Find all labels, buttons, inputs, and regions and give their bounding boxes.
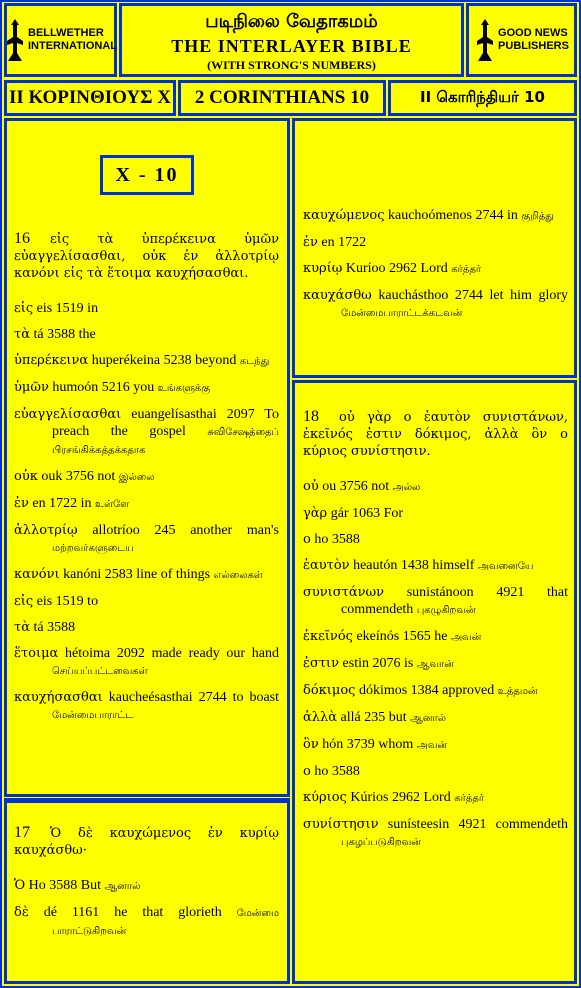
interlinear-entry bbox=[303, 478, 568, 496]
book-english bbox=[178, 80, 386, 116]
interlinear-entry bbox=[303, 628, 568, 646]
entry-english: hétoima 2092 made ready our hand bbox=[65, 646, 279, 661]
verse16-number: 16 bbox=[14, 230, 30, 247]
entry-greek: οὐ bbox=[303, 479, 319, 494]
entry-tamil: அவன் bbox=[416, 740, 448, 751]
title-block bbox=[119, 3, 464, 77]
entry-english: huperékeina 5238 beyond bbox=[91, 353, 237, 368]
entry-greek: ο bbox=[303, 532, 311, 547]
verse17-cont-entries bbox=[303, 207, 568, 322]
interlinear-entry bbox=[303, 763, 568, 780]
interlinear-entry bbox=[303, 816, 568, 851]
interlinear-entry bbox=[303, 655, 568, 673]
book-tamil-label: II கொரிந்தியர் 10 bbox=[420, 88, 545, 106]
entry-english: euangelísasthai 2097 To preach the gospel bbox=[52, 407, 279, 439]
verse17-cont-section bbox=[303, 207, 568, 331]
entry-english: ho 3588 bbox=[314, 764, 360, 779]
good-news-figure-icon bbox=[474, 17, 496, 63]
entry-english: allotríoo 245 another man's bbox=[92, 523, 279, 538]
title-subtitle: (WITH STRONG'S NUMBERS) bbox=[207, 58, 376, 72]
verse16-entries bbox=[14, 300, 279, 724]
interlinear-entry bbox=[303, 260, 568, 278]
entry-tamil: ஆனால் bbox=[410, 713, 447, 724]
entry-greek: ἀλλὰ bbox=[303, 710, 338, 725]
entry-greek: εἰς bbox=[14, 301, 34, 316]
entry-tamil: அவனையே bbox=[477, 561, 534, 572]
verse18-greek: οὐ γὰρ ο ἑαυτὸν συνιστάνων, ἐκεῖνός ἐστιν δόκιμος, ἀλλὰ ὃν ο κύριος συνίστησιν. bbox=[303, 410, 568, 459]
verse17-text bbox=[14, 824, 279, 859]
entry-greek: τὰ bbox=[14, 327, 30, 342]
entry-tamil: கர்த்தர் bbox=[451, 264, 482, 275]
entry-english: hón 3739 whom bbox=[322, 737, 414, 752]
interlinear-entry bbox=[303, 557, 568, 575]
entry-greek: δὲ bbox=[14, 905, 29, 920]
entry-english: eis 1519 in bbox=[36, 301, 99, 316]
bellwether-figure-icon bbox=[4, 17, 26, 63]
entry-english: ho 3588 bbox=[314, 532, 360, 547]
entry-english: Kúrios 2962 Lord bbox=[350, 790, 451, 805]
bellwether-line2: INTERNATIONAL bbox=[28, 40, 118, 52]
entry-english: allá 235 but bbox=[340, 710, 407, 725]
verse17-number: 17 bbox=[14, 824, 30, 841]
interlinear-entry bbox=[303, 234, 568, 251]
entry-tamil: எல்லைகள் bbox=[213, 570, 263, 581]
good-news-logo bbox=[466, 3, 577, 77]
entry-english: Ho 3588 But bbox=[28, 878, 102, 893]
book-english-label: 2 CORINTHIANS 10 bbox=[194, 87, 370, 108]
entry-english: heautón 1438 himself bbox=[353, 558, 475, 573]
entry-english: humoón 5216 you bbox=[52, 380, 155, 395]
entry-greek: κυρίῳ bbox=[303, 261, 343, 276]
interlinear-entry bbox=[303, 531, 568, 548]
verse17-greek: Ὁ δὲ καυχώμενος ἐν κυρίῳ καυχάσθω· bbox=[14, 826, 279, 858]
entry-english: ekeínós 1565 he bbox=[356, 629, 448, 644]
chapter-label bbox=[100, 155, 194, 195]
interlinear-entry bbox=[14, 379, 279, 397]
entry-greek: συνίστησιν bbox=[303, 817, 379, 832]
entry-english: sunísteesin 4921 commendeth bbox=[387, 817, 568, 832]
entry-english: kaucheésasthai 2744 to boast bbox=[108, 690, 280, 705]
entry-tamil: ஆவான் bbox=[416, 659, 454, 670]
interlinear-entry bbox=[14, 904, 279, 940]
entry-tamil: மற்றவர்களுடைய bbox=[52, 543, 134, 554]
verse18-entries bbox=[303, 478, 568, 851]
interlinear-entry bbox=[14, 689, 279, 724]
entry-greek: ἐν bbox=[14, 496, 29, 511]
entry-tamil: புகழுகிறவன் bbox=[416, 605, 476, 616]
entry-tamil: இல்லை bbox=[118, 472, 155, 483]
bellwether-logo bbox=[4, 3, 117, 77]
interlinear-entry bbox=[14, 468, 279, 486]
entry-tamil: மேன்மைபாராட்டக்கடவன் bbox=[341, 308, 463, 319]
entry-greek: γὰρ bbox=[303, 506, 328, 521]
entry-tamil: செய்யப்பட்டவைகள் bbox=[52, 666, 148, 677]
interlinear-entry bbox=[14, 877, 279, 895]
entry-tamil: அல்ல bbox=[392, 482, 421, 493]
interlinear-entry bbox=[303, 709, 568, 727]
entry-tamil: மேன்மை பாராட்டுகிறவன் bbox=[52, 908, 280, 937]
interlinear-entry bbox=[303, 736, 568, 754]
entry-english: en 1722 in bbox=[32, 496, 92, 511]
entry-english: en 1722 bbox=[321, 235, 367, 250]
entry-tamil: கடந்து bbox=[239, 356, 270, 367]
interlinear-entry bbox=[14, 352, 279, 370]
interlinear-entry bbox=[14, 566, 279, 584]
verse18-text bbox=[303, 408, 568, 460]
entry-greek: ὑπερέκεινα bbox=[14, 353, 89, 368]
good-news-line2: PUBLISHERS bbox=[498, 40, 569, 52]
entry-tamil: ஆனால் bbox=[104, 881, 141, 892]
entry-greek: κανόνι bbox=[14, 567, 60, 582]
interlinear-entry bbox=[14, 326, 279, 343]
book-greek bbox=[4, 80, 176, 116]
entry-tamil: மேன்மைபாராட்ட bbox=[52, 710, 134, 721]
entry-greek: ο bbox=[303, 764, 311, 779]
entry-english: kauchoómenos 2744 in bbox=[387, 208, 518, 223]
entry-greek: καυχάσθω bbox=[303, 288, 372, 303]
entry-tamil: குறித்து bbox=[521, 211, 554, 222]
entry-greek: ἐν bbox=[303, 235, 318, 250]
title-english: THE INTERLAYER BIBLE bbox=[171, 36, 412, 56]
entry-greek: ἀλλοτρίῳ bbox=[14, 523, 78, 538]
entry-english: Kuríoo 2962 Lord bbox=[345, 261, 448, 276]
entry-english: sunistánoon 4921 that commendeth bbox=[341, 585, 569, 617]
interlinear-entry bbox=[14, 495, 279, 513]
entry-english: ouk 3756 not bbox=[41, 469, 116, 484]
entry-english: tá 3588 the bbox=[33, 327, 96, 342]
entry-greek: ἕτοιμα bbox=[14, 646, 59, 661]
entry-english: gár 1063 For bbox=[330, 506, 404, 521]
entry-greek: εὐαγγελίσασθαι bbox=[14, 407, 122, 422]
entry-english: kanóni 2583 line of things bbox=[63, 567, 211, 582]
interlinear-entry bbox=[14, 593, 279, 610]
title-tamil: படிநிலை வேதாகமம் bbox=[205, 11, 378, 32]
interlinear-entry bbox=[303, 287, 568, 322]
entry-english: kauchásthoo 2744 let him glory bbox=[378, 288, 569, 303]
entry-english: tá 3588 bbox=[33, 620, 76, 635]
entry-greek: οὐκ bbox=[14, 469, 38, 484]
entry-tamil: சுவிசேஷத்தைப் பிரசங்கிக்கத்தக்கதாக bbox=[52, 427, 279, 456]
entry-english: ou 3756 not bbox=[322, 479, 390, 494]
interlinear-entry bbox=[14, 300, 279, 317]
verse16-section bbox=[14, 230, 279, 733]
bellwether-line1: BELLWETHER bbox=[28, 27, 104, 39]
entry-greek: ὑμῶν bbox=[14, 380, 49, 395]
entry-tamil: புகழப்படுகிறவன் bbox=[341, 837, 421, 848]
entry-greek: συνιστάνων bbox=[303, 585, 385, 600]
interlinear-entry bbox=[303, 584, 568, 619]
entry-greek: καυχώμενος bbox=[303, 208, 385, 223]
entry-tamil: அவன் bbox=[450, 632, 482, 643]
interlinear-entry bbox=[303, 207, 568, 225]
verse16-greek: εἰς τὰ ὑπερέκεινα ὑμῶν εὐαγγελίσασθαι, οὐκ ἐν ἀλλοτρίῳ κανόνι εἰς τὰ ἕτοιμα καυχήσασθαι. bbox=[14, 232, 279, 281]
verse16-text bbox=[14, 230, 279, 282]
interlinear-entry bbox=[303, 505, 568, 522]
entry-greek: ἑαυτὸν bbox=[303, 558, 350, 573]
interlinear-entry bbox=[14, 522, 279, 557]
verse17-entries bbox=[14, 877, 279, 940]
interlinear-entry bbox=[14, 645, 279, 680]
entry-tamil: உங்களுக்கு bbox=[157, 383, 211, 394]
entry-greek: ἐστιν bbox=[303, 656, 340, 671]
good-news-line1: GOOD NEWS bbox=[498, 27, 568, 39]
entry-greek: εἰς bbox=[14, 594, 34, 609]
entry-greek: τὰ bbox=[14, 620, 30, 635]
interlinear-entry bbox=[303, 682, 568, 700]
book-tamil bbox=[388, 80, 577, 116]
entry-english: eis 1519 to bbox=[36, 594, 99, 609]
entry-english: dókimos 1384 approved bbox=[358, 683, 495, 698]
interlinear-entry bbox=[14, 406, 279, 459]
entry-greek: ἐκεῖνός bbox=[303, 629, 353, 644]
book-greek-label: II ΚΟΡΙΝΘΙΟΥΣ X bbox=[8, 87, 172, 108]
entry-greek: καυχήσασθαι bbox=[14, 690, 103, 705]
entry-english: dé 1161 he that glorieth bbox=[43, 905, 222, 920]
entry-tamil: உத்தமன் bbox=[497, 686, 538, 697]
entry-english: estin 2076 is bbox=[342, 656, 414, 671]
entry-greek: ὃν bbox=[303, 737, 319, 752]
entry-tamil: கர்த்தர் bbox=[454, 793, 485, 804]
entry-greek: δόκιμος bbox=[303, 683, 356, 698]
entry-greek: κύριος bbox=[303, 790, 347, 805]
verse17-section bbox=[14, 824, 279, 949]
interlinear-entry bbox=[303, 789, 568, 807]
entry-tamil: உள்ளே bbox=[95, 499, 130, 510]
chapter-label-text: X - 10 bbox=[115, 163, 179, 186]
verse18-number: 18 bbox=[303, 408, 319, 425]
entry-greek: Ὁ bbox=[14, 878, 26, 893]
verse18-section bbox=[303, 408, 568, 860]
interlinear-entry bbox=[14, 619, 279, 636]
